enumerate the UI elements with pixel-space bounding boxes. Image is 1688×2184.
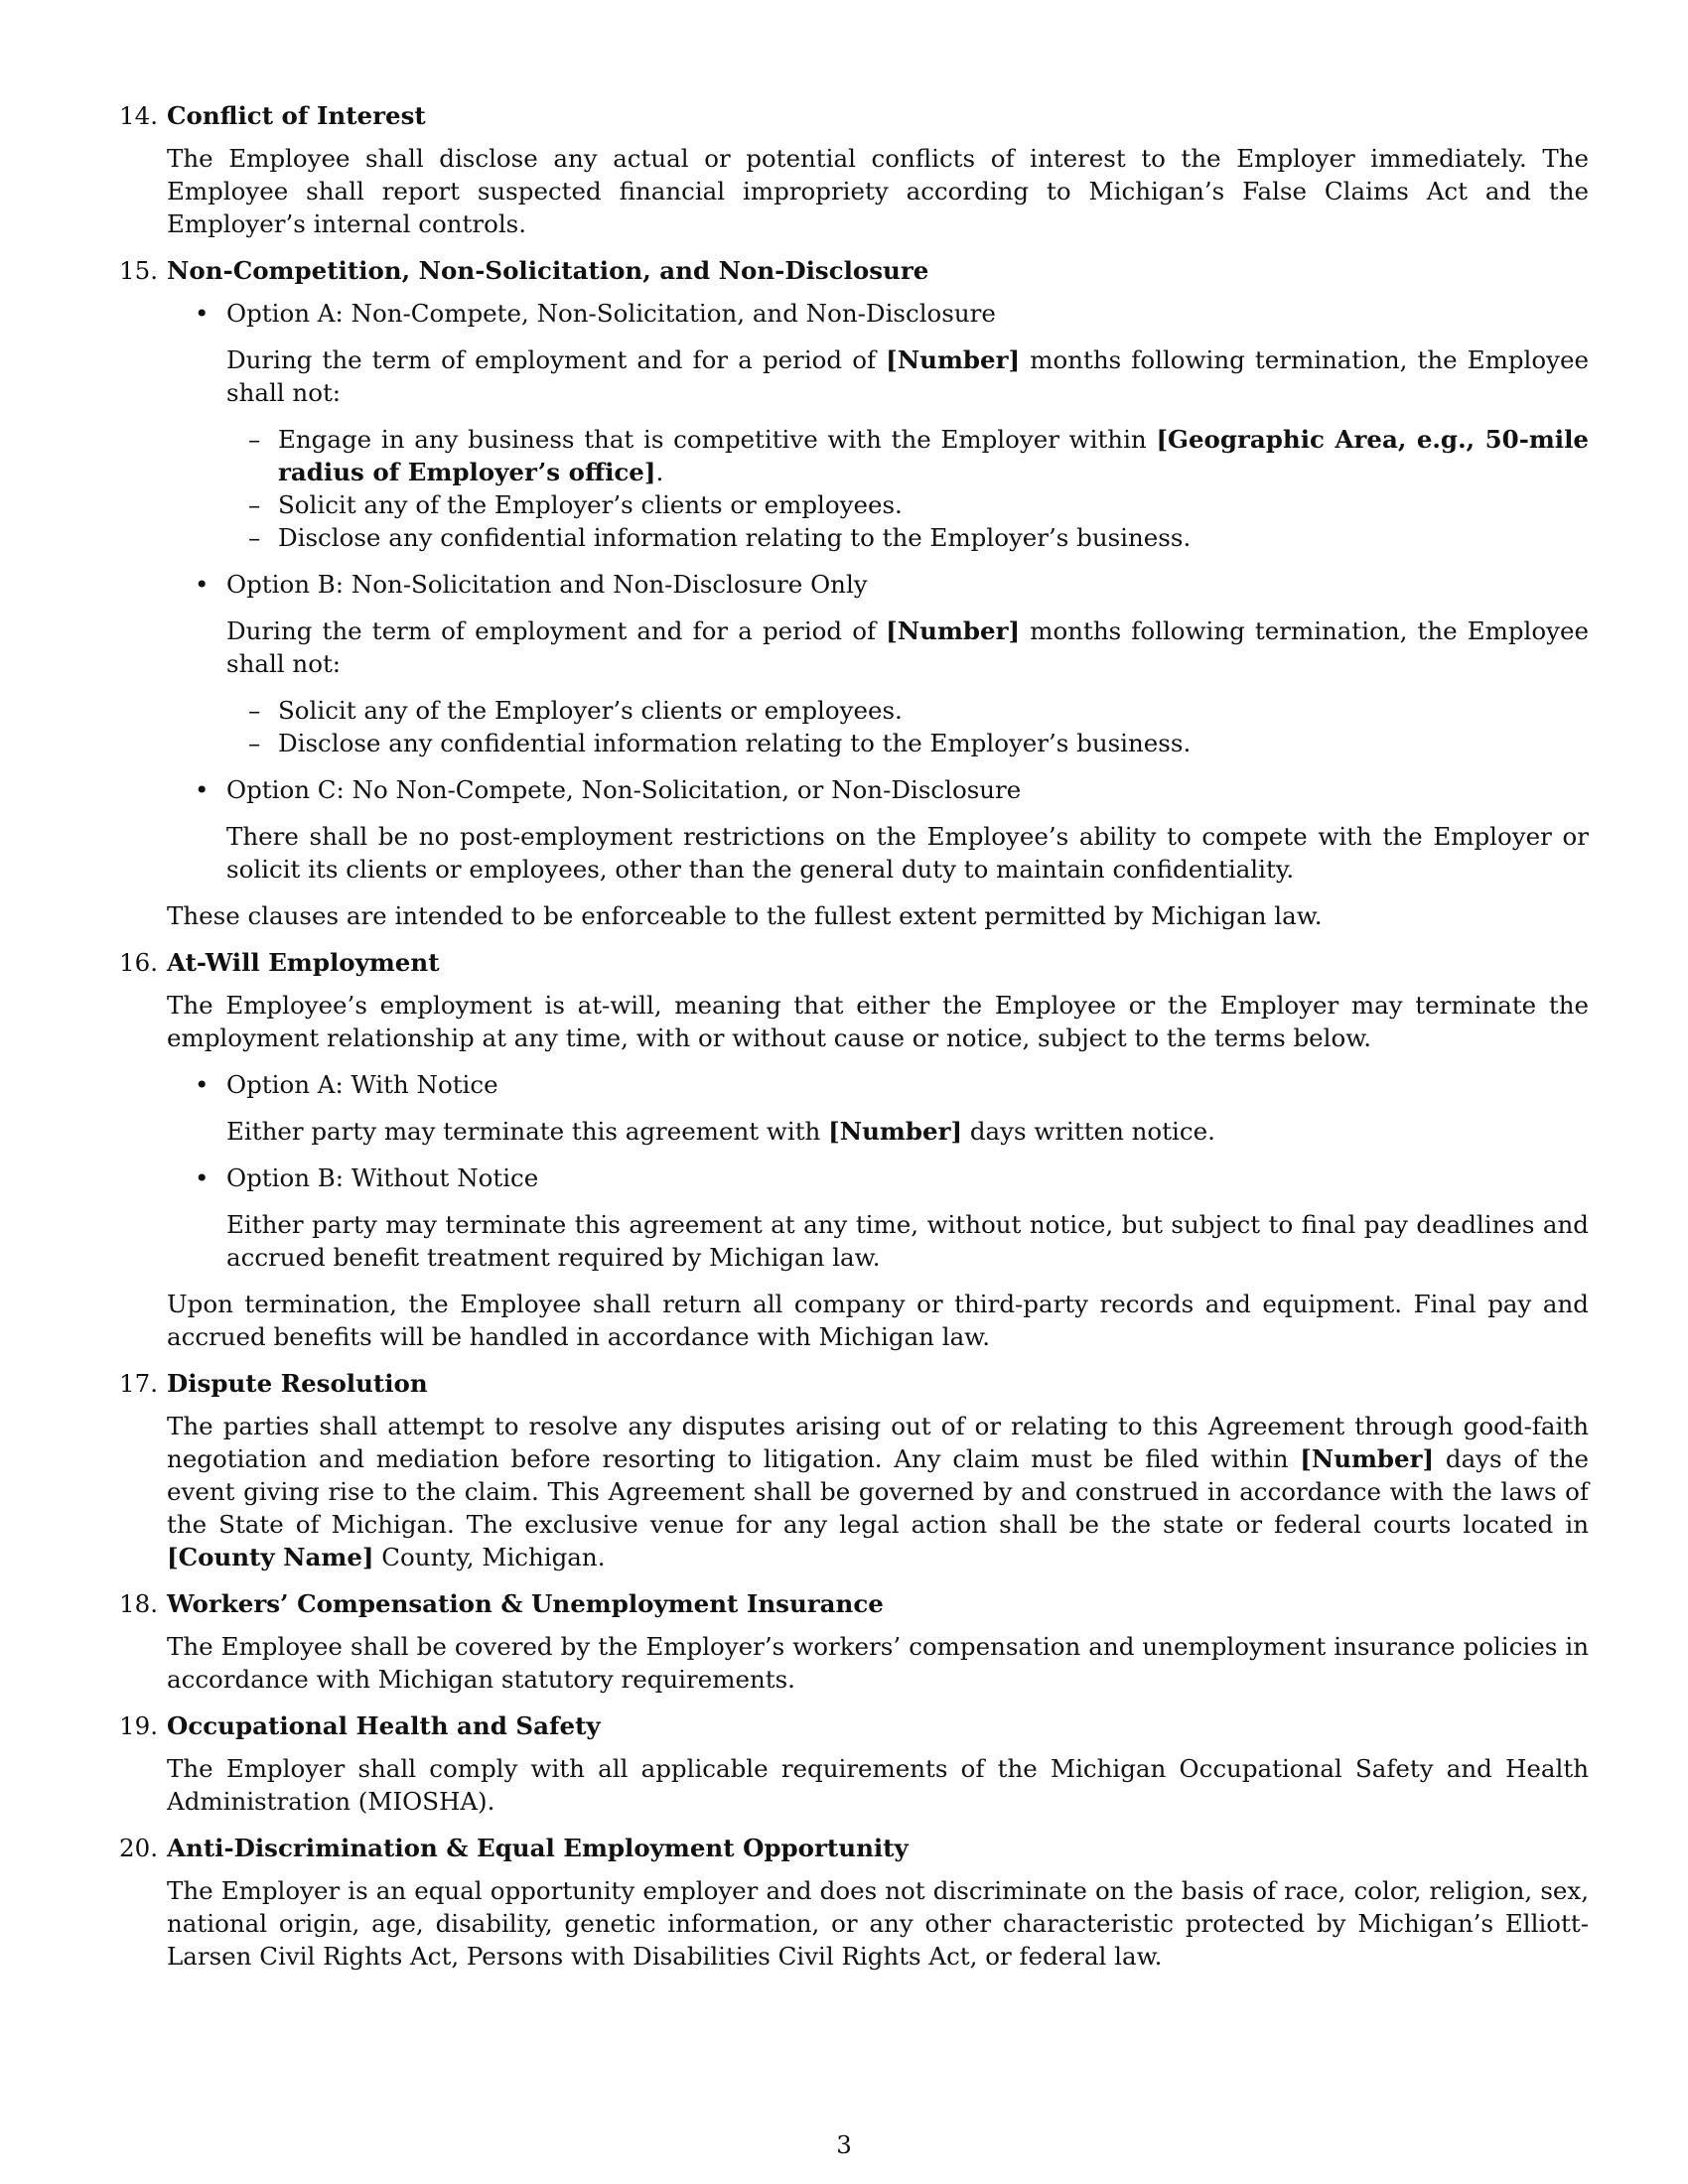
option-title: Option A: Non-Compete, Non-Solicitation, and Non-Disclosure xyxy=(226,299,996,328)
section-heading xyxy=(114,1709,1589,1742)
section-heading xyxy=(114,254,1589,287)
section-paragraph: The Employer shall comply with all applicable requirements of the Michigan Occupational Safety and Health Administration (MIOSHA). xyxy=(167,1754,1589,1816)
list-item: – Disclose any confidential information relating to the Employer’s business. xyxy=(248,729,1192,757)
option-paragraph: Either party may terminate this agreement at any time, without notice, but subject to final pay deadlines and accrued benefit treatment required by Michigan law. xyxy=(226,1210,1589,1272)
option-paragraph: There shall be no post-employment restrictions on the Employee’s ability to compete with the Employer or solicit its clients or employees, other than the general duty to maintain confidentiality. xyxy=(226,822,1589,884)
section-title: Anti-Discrimination & Equal Employment Opportunity xyxy=(167,1834,909,1862)
option-c xyxy=(167,773,1589,886)
placeholder-field: [Number] xyxy=(886,345,1021,374)
dash-icon: – xyxy=(248,523,261,552)
section-title: At-Will Employment xyxy=(167,948,440,977)
section-number: 15. xyxy=(119,256,158,285)
section-20 xyxy=(114,1832,1589,1973)
section-heading xyxy=(114,1367,1589,1400)
option-a xyxy=(167,297,1589,554)
section-paragraph: The Employee shall disclose any actual or potential conflicts of interest to the Employer immediately. The Employee shall report suspected financial impropriety according to Michigan’s False Claims Act and the Employer’s internal controls. xyxy=(167,144,1589,238)
section-16 xyxy=(114,946,1589,1353)
list-item: – Solicit any of the Employer’s clients or employees. xyxy=(248,490,903,519)
option-b xyxy=(167,568,1589,759)
placeholder-field: [Geographic Area, e.g., 50-mile radius of Employer’s office] xyxy=(278,425,1589,486)
dash-icon: – xyxy=(248,490,261,519)
section-18 xyxy=(114,1587,1589,1696)
option-b xyxy=(167,1161,1589,1274)
list-item: – Engage in any business that is competitive with the Employer within [Geographic Area, e.g., 50-mile radius of Employer’s office]. xyxy=(248,425,1589,486)
section-number: 20. xyxy=(119,1834,158,1862)
section-title: Conflict of Interest xyxy=(167,101,426,130)
section-number: 14. xyxy=(119,101,158,130)
section-closing: These clauses are intended to be enforceable to the fullest extent permitted by Michigan law. xyxy=(167,901,1323,930)
section-17 xyxy=(114,1367,1589,1573)
section-15 xyxy=(114,254,1589,932)
section-19 xyxy=(114,1709,1589,1818)
section-paragraph: The Employee shall be covered by the Employer’s workers’ compensation and unemployment insurance policies in accordance with Michigan statutory requirements. xyxy=(167,1632,1589,1694)
section-paragraph: The parties shall attempt to resolve any disputes arising out of or relating to this Agreement through good-faith negotiation and mediation before resorting to litigation. Any claim must be filed within [Number] days of the event giving rise to the claim. This Agreement shall be governed by and construed in accordance with the laws of the State of Michigan. The exclusive venue for any legal action shall be the state or federal courts located in [County Name] County, Michigan. xyxy=(167,1412,1589,1571)
option-paragraph: During the term of employment and for a period of [Number] months following termination, the Employee shall not: xyxy=(226,345,1589,407)
option-title: Option C: No Non-Compete, Non-Solicitation, or Non-Disclosure xyxy=(226,775,1022,804)
section-paragraph: The Employer is an equal opportunity employer and does not discriminate on the basis of race, color, religion, sex, national origin, age, disability, genetic information, or any other characteristic protected by Michigan’s Elliott-Larsen Civil Rights Act, Persons with Disabilities Civil Rights Act, or federal law. xyxy=(167,1876,1589,1971)
section-number: 18. xyxy=(119,1589,158,1618)
placeholder-field: [Number] xyxy=(828,1117,963,1146)
section-title: Dispute Resolution xyxy=(167,1369,428,1398)
page-number: 3 xyxy=(836,2130,852,2159)
list-item: – Disclose any confidential information relating to the Employer’s business. xyxy=(248,523,1192,552)
section-14 xyxy=(114,99,1589,240)
option-a xyxy=(167,1068,1589,1148)
option-title: Option B: Without Notice xyxy=(226,1163,539,1192)
dash-icon: – xyxy=(248,729,261,757)
placeholder-field: [County Name] xyxy=(167,1543,374,1571)
section-heading xyxy=(114,1832,1589,1864)
option-title: Option B: Non-Solicitation and Non-Disclosure Only xyxy=(226,570,868,599)
section-number: 19. xyxy=(119,1711,158,1740)
section-paragraph: The Employee’s employment is at-will, meaning that either the Employee or the Employer may terminate the employment relationship at any time, with or without cause or notice, subject to the terms below. xyxy=(167,991,1589,1052)
placeholder-field: [Number] xyxy=(886,616,1021,645)
dash-icon: – xyxy=(248,696,261,725)
section-heading xyxy=(114,1587,1589,1620)
bullet-icon: • xyxy=(195,1070,210,1099)
dash-list xyxy=(226,423,1589,554)
section-number: 16. xyxy=(119,948,158,977)
dash-list xyxy=(226,694,1589,759)
bullet-icon: • xyxy=(195,299,210,328)
section-title: Non-Competition, Non-Solicitation, and Non-Disclosure xyxy=(167,256,929,285)
bullet-icon: • xyxy=(195,570,210,599)
bullet-icon: • xyxy=(195,1163,210,1192)
placeholder-field: [Number] xyxy=(1300,1444,1435,1473)
section-heading xyxy=(114,99,1589,132)
dash-icon: – xyxy=(248,425,261,454)
option-title: Option A: With Notice xyxy=(226,1070,498,1099)
section-number: 17. xyxy=(119,1369,158,1398)
option-paragraph: During the term of employment and for a period of [Number] months following termination, the Employee shall not: xyxy=(226,616,1589,678)
bullet-icon: • xyxy=(195,775,210,804)
section-closing: Upon termination, the Employee shall return all company or third-party records and equipment. Final pay and accrued benefits will be handled in accordance with Michigan law. xyxy=(167,1290,1589,1351)
document-page xyxy=(114,99,1589,1986)
section-title: Workers’ Compensation & Unemployment Insurance xyxy=(167,1589,884,1618)
list-item: – Solicit any of the Employer’s clients or employees. xyxy=(248,696,903,725)
section-heading xyxy=(114,946,1589,979)
section-title: Occupational Health and Safety xyxy=(167,1711,601,1740)
option-paragraph: Either party may terminate this agreement with [Number] days written notice. xyxy=(226,1117,1215,1146)
